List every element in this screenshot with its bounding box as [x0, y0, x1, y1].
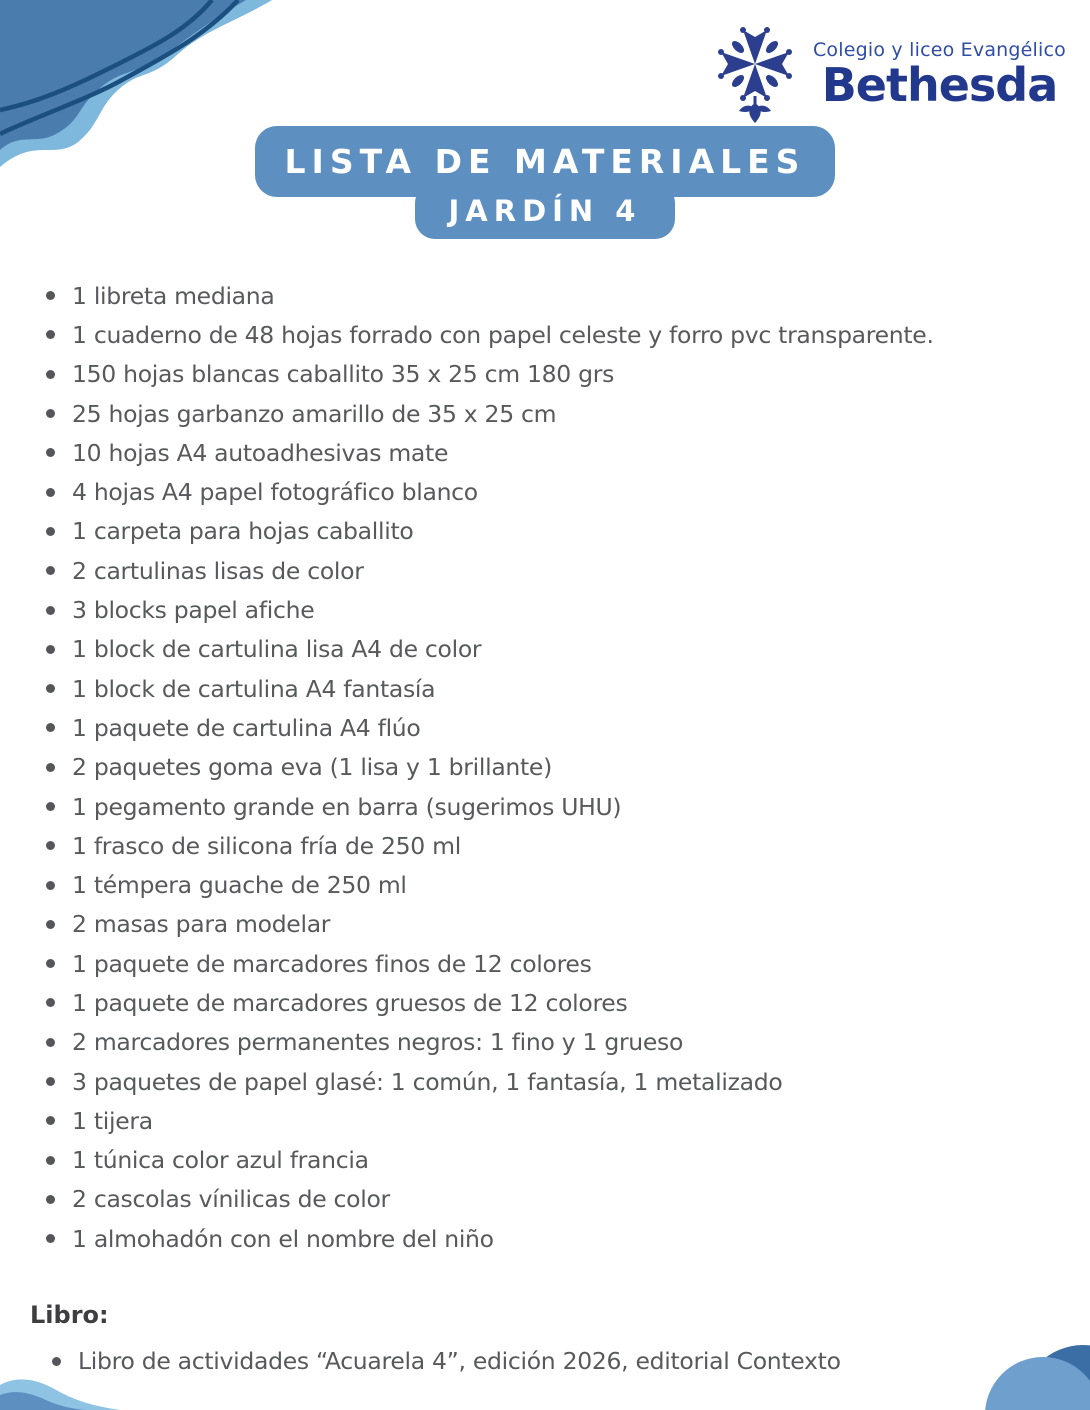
- list-item-text: 2 marcadores permanentes negros: 1 fino y 1 grueso: [72, 1028, 684, 1057]
- list-item: [46, 590, 1056, 629]
- bullet-icon: [46, 723, 55, 732]
- list-item: [46, 315, 1056, 354]
- list-item: [46, 630, 1056, 669]
- bullet-icon: [46, 330, 55, 339]
- bullet-icon: [46, 881, 55, 890]
- bullet-icon: [46, 645, 55, 654]
- bullet-icon: [46, 527, 55, 536]
- list-item: [46, 983, 1056, 1022]
- list-item: [46, 394, 1056, 433]
- list-item: [46, 944, 1056, 983]
- list-item-text: 1 almohadón con el nombre del niño: [72, 1224, 494, 1253]
- list-item-text: Libro de actividades “Acuarela 4”, edición 2026, editorial Contexto: [78, 1347, 841, 1375]
- list-item-text: 1 tijera: [72, 1106, 153, 1135]
- bullet-icon: [46, 291, 55, 300]
- list-item: [46, 472, 1056, 511]
- book-section-heading: Libro:: [30, 1301, 109, 1329]
- list-item: [46, 1101, 1056, 1140]
- school-logo: [713, 24, 1066, 124]
- page-title-line2: JARDÍN 4: [415, 183, 676, 239]
- list-item-text: 3 blocks papel afiche: [72, 596, 315, 625]
- bullet-icon: [46, 1077, 55, 1086]
- bullet-icon: [46, 488, 55, 497]
- bullet-icon: [46, 606, 55, 615]
- list-item: [46, 669, 1056, 708]
- list-item-text: 1 cuaderno de 48 hojas forrado con papel celeste y forro pvc transparente.: [72, 320, 934, 349]
- list-item-text: 25 hojas garbanzo amarillo de 35 x 25 cm: [72, 399, 557, 428]
- bullet-icon: [46, 370, 55, 379]
- list-item: [46, 1062, 1056, 1101]
- list-item: [46, 1023, 1056, 1062]
- list-item: [52, 1340, 841, 1382]
- list-item: [46, 748, 1056, 787]
- school-type-label: Colegio y liceo Evangélico: [812, 38, 1066, 61]
- list-item-text: 1 pegamento grande en barra (sugerimos UHU): [72, 792, 622, 821]
- bullet-icon: [52, 1357, 61, 1366]
- list-item: [46, 826, 1056, 865]
- blob-decoration-bottom-right: [955, 1275, 1090, 1410]
- bullet-icon: [46, 920, 55, 929]
- huguenot-cross-icon: [713, 24, 797, 124]
- list-item-text: 1 carpeta para hojas caballito: [72, 517, 414, 546]
- list-item-text: 150 hojas blancas caballito 35 x 25 cm 180 grs: [72, 360, 615, 389]
- list-item-text: 1 block de cartulina lisa A4 de color: [72, 635, 482, 664]
- list-item-text: 1 túnica color azul francia: [72, 1146, 369, 1175]
- list-item-text: 1 paquete de cartulina A4 flúo: [72, 713, 421, 742]
- list-item: [46, 512, 1056, 551]
- bullet-icon: [46, 448, 55, 457]
- bullet-icon: [46, 763, 55, 772]
- list-item-text: 2 cascolas vínilicas de color: [72, 1185, 390, 1214]
- bullet-icon: [46, 1038, 55, 1047]
- list-item-text: 3 paquetes de papel glasé: 1 común, 1 fantasía, 1 metalizado: [72, 1067, 783, 1096]
- bullet-icon: [46, 409, 55, 418]
- list-item: [46, 1219, 1056, 1258]
- list-item-text: 2 paquetes goma eva (1 lisa y 1 brillante): [72, 753, 552, 782]
- book-list: [52, 1340, 841, 1382]
- list-item: [46, 1141, 1056, 1180]
- list-item: [46, 433, 1056, 472]
- bullet-icon: [46, 841, 55, 850]
- list-item-text: 2 masas para modelar: [72, 910, 331, 939]
- list-item-text: 1 libreta mediana: [72, 281, 275, 310]
- list-item-text: 1 paquete de marcadores finos de 12 colores: [72, 949, 592, 978]
- bullet-icon: [46, 1234, 55, 1243]
- title-badge: [0, 126, 1090, 239]
- list-item: [46, 865, 1056, 904]
- list-item-text: 10 hojas A4 autoadhesivas mate: [72, 438, 449, 467]
- list-item: [46, 787, 1056, 826]
- bullet-icon: [46, 684, 55, 693]
- bullet-icon: [46, 802, 55, 811]
- list-item-text: 1 frasco de silicona fría de 250 ml: [72, 831, 461, 860]
- list-item-text: 1 témpera guache de 250 ml: [72, 871, 407, 900]
- bullet-icon: [46, 1156, 55, 1165]
- list-item-text: 1 paquete de marcadores gruesos de 12 colores: [72, 988, 628, 1017]
- bullet-icon: [46, 1195, 55, 1204]
- list-item: [46, 1180, 1056, 1219]
- list-item-text: 4 hojas A4 papel fotográfico blanco: [72, 478, 478, 507]
- bullet-icon: [46, 1116, 55, 1125]
- list-item: [46, 355, 1056, 394]
- list-item-text: 1 block de cartulina A4 fantasía: [72, 674, 436, 703]
- school-name: Bethesda: [821, 57, 1058, 112]
- page-title-line1: LISTA DE MATERIALES: [255, 126, 836, 197]
- list-item: [46, 905, 1056, 944]
- list-item-text: 2 cartulinas lisas de color: [72, 556, 364, 585]
- bullet-icon: [46, 566, 55, 575]
- materials-list: [46, 276, 1056, 1258]
- list-item: [46, 708, 1056, 747]
- bullet-icon: [46, 959, 55, 968]
- list-item: [46, 551, 1056, 590]
- list-item: [46, 276, 1056, 315]
- bullet-icon: [46, 998, 55, 1007]
